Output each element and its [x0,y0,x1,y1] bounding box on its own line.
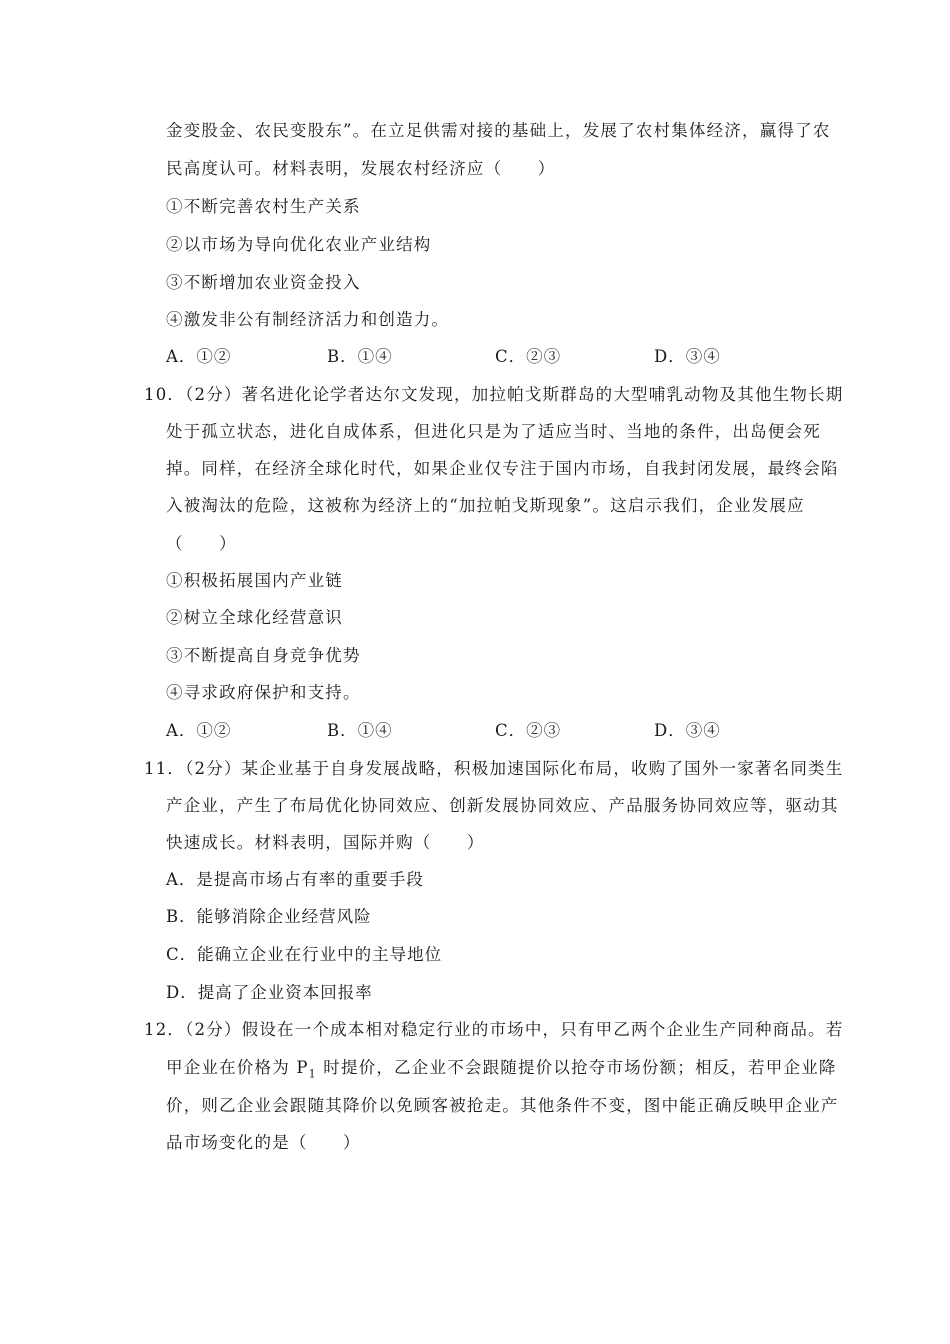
q11-stem-line-1: 11．（2分）某企业基于自身发展战略，积极加速国际化布局，收购了国外一家著名同类生 [144,759,844,778]
q10-option-b[interactable]: B．①④ [327,721,393,740]
q10-stem-line-5: （ ） [166,534,237,553]
q9-option-a[interactable]: A．①② [166,347,232,366]
q9-statement-1: ①不断完善农村生产关系 [166,197,361,216]
q12-stem-line-4: 品市场变化的是（ ） [166,1133,361,1152]
q10-option-c[interactable]: C．②③ [495,721,562,740]
q11-option-c[interactable]: C．能确立企业在行业中的主导地位 [166,945,443,964]
q10-statement-4: ④寻求政府保护和支持。 [166,683,361,702]
q12-stem-line-2 [166,1057,837,1085]
q12-line2-part-b: 时提价，乙企业不会跟随提价以抢夺市场份额；相反，若甲企业降 [316,1058,837,1077]
q9-stem-line-2: 民高度认可。材料表明，发展农村经济应（ ） [166,159,556,178]
q9-statement-2: ②以市场为导向优化农业产业结构 [166,235,432,254]
q11-stem-line-3: 快速成长。材料表明，国际并购（ ） [166,833,485,852]
q9-stem-line-1: 金变股金、农民变股东”。在立足供需对接的基础上，发展了农村集体经济，赢得了农 [166,121,831,140]
q10-statement-2: ②树立全球化经营意识 [166,608,343,627]
q11-stem-line-2: 产企业，产生了布局优化协同效应、创新发展协同效应、产品服务协同效应等，驱动其 [166,796,839,815]
q11-option-b[interactable]: B．能够消除企业经营风险 [166,907,372,926]
q10-stem-line-4: 入被淘汰的危险，这被称为经济上的“加拉帕戈斯现象”。这启示我们，企业发展应 [166,496,805,515]
q12-stem-line-1: 12．（2分）假设在一个成本相对稳定行业的市场中，只有甲乙两个企业生产同种商品。若 [144,1020,844,1039]
q10-statement-1: ①积极拓展国内产业链 [166,571,343,590]
q9-option-c[interactable]: C．②③ [495,347,562,366]
q11-option-a[interactable]: A．是提高市场占有率的重要手段 [166,870,424,889]
q10-stem-line-2: 处于孤立状态，进化自成体系，但进化只是为了适应当时、当地的条件，出岛便会死 [166,422,821,441]
q12-stem-line-3: 价，则乙企业会跟随其降价以免顾客被抢走。其他条件不变，图中能正确反映甲企业产 [166,1096,839,1115]
q10-stem-line-3: 掉。同样，在经济全球化时代，如果企业仅专注于国内市场，自我封闭发展，最终会陷 [166,459,839,478]
q10-option-a[interactable]: A．①② [166,721,232,740]
q9-option-d[interactable]: D．③④ [654,347,721,366]
q9-statement-3: ③不断增加农业资金投入 [166,273,361,292]
q10-stem-line-1: 10．（2分）著名进化论学者达尔文发现，加拉帕戈斯群岛的大型哺乳动物及其他生物长期 [144,385,844,404]
q11-option-d[interactable]: D．提高了企业资本回报率 [166,983,373,1002]
q9-option-b[interactable]: B．①④ [327,347,393,366]
q10-option-d[interactable]: D．③④ [654,721,721,740]
q12-line2-part-a: 甲企业在价格为 P [166,1058,309,1077]
q10-statement-3: ③不断提高自身竞争优势 [166,646,361,665]
q12-p1-subscript: 1 [308,1067,317,1081]
q9-statement-4: ④激发非公有制经济活力和创造力。 [166,310,450,329]
